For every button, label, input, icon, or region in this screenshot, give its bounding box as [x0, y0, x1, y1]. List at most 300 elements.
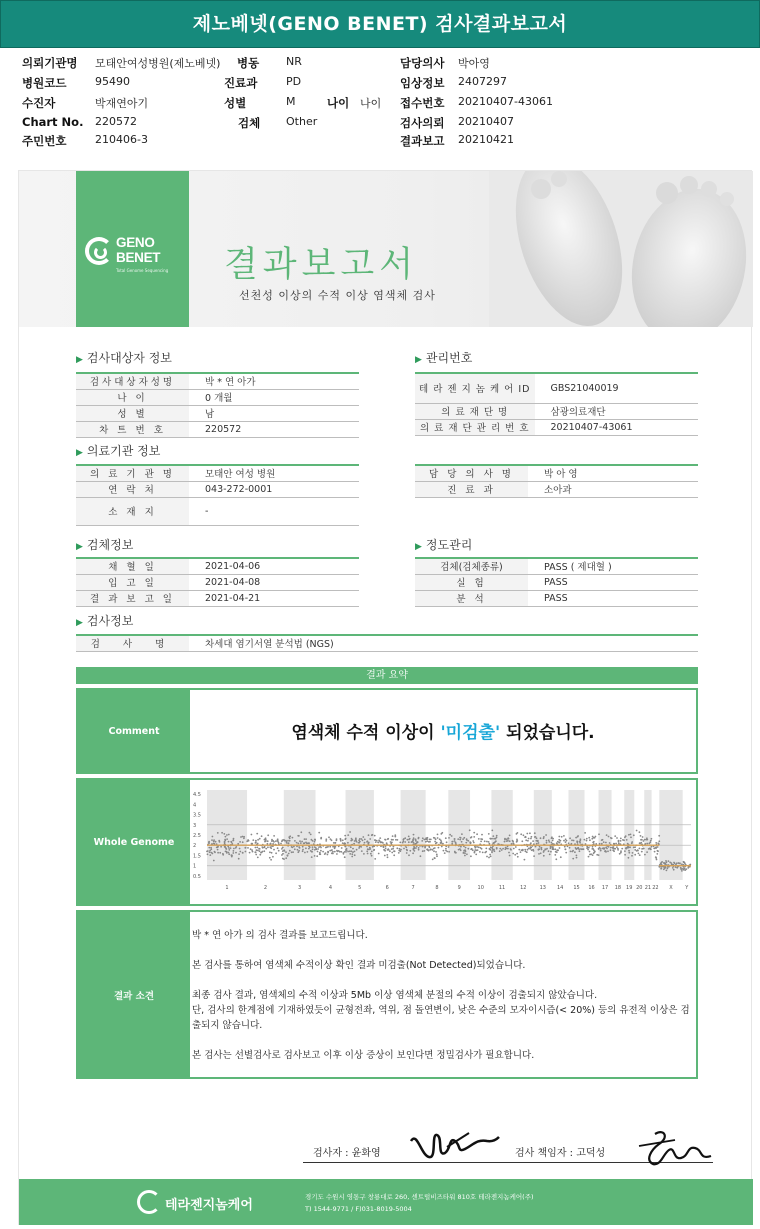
age-value: 나이	[360, 97, 382, 110]
data-point	[509, 835, 511, 837]
data-point	[458, 849, 460, 851]
data-point	[259, 854, 261, 856]
data-point	[304, 852, 306, 854]
data-point	[454, 838, 456, 840]
data-point	[656, 859, 658, 861]
data-point	[214, 852, 216, 854]
qc-key: 실 험	[415, 574, 528, 590]
chromosome-band	[644, 790, 651, 880]
data-point	[402, 840, 404, 842]
x-tick-label: 3	[298, 885, 302, 891]
data-point	[528, 838, 530, 840]
data-point	[424, 850, 426, 852]
data-point	[474, 849, 476, 851]
data-point	[309, 832, 311, 834]
data-point	[432, 849, 434, 851]
data-point	[604, 851, 606, 853]
data-point	[374, 858, 376, 860]
data-point	[469, 829, 471, 831]
data-point	[639, 848, 641, 850]
footer-phone: T) 1544-9771 / F)031-8019-5004	[305, 1205, 412, 1213]
data-point	[331, 839, 333, 841]
data-point	[460, 849, 462, 851]
data-point	[271, 839, 273, 841]
data-point	[543, 855, 545, 857]
data-point	[524, 849, 526, 851]
data-point	[422, 837, 424, 839]
opinion-paragraph: 본 검사를 통하여 염색체 수적이상 확인 결과 미검출(Not Detected)되었습니다.	[192, 960, 526, 971]
data-point	[650, 840, 652, 842]
data-point	[228, 849, 230, 851]
data-point	[429, 849, 431, 851]
data-point	[224, 839, 226, 841]
data-point	[461, 841, 463, 843]
data-point	[628, 834, 630, 836]
data-point	[593, 841, 595, 843]
data-point	[349, 831, 351, 833]
qc-table	[415, 557, 698, 607]
data-point	[239, 841, 241, 843]
data-point	[532, 840, 534, 842]
data-point	[651, 838, 653, 840]
report-title-bar	[0, 0, 760, 48]
data-point	[657, 842, 659, 844]
data-point	[298, 846, 300, 848]
data-point	[356, 849, 358, 851]
data-point	[494, 850, 496, 852]
data-point	[265, 848, 267, 850]
data-point	[304, 842, 306, 844]
data-point	[312, 840, 314, 842]
data-point	[617, 848, 619, 850]
data-point	[307, 851, 309, 853]
table-row	[415, 590, 698, 606]
data-point	[492, 835, 494, 837]
data-point	[488, 833, 490, 835]
table-row	[76, 373, 359, 389]
data-point	[340, 840, 342, 842]
data-point	[461, 833, 463, 835]
data-point	[392, 848, 394, 850]
data-point	[639, 842, 641, 844]
data-point	[351, 850, 353, 852]
data-point	[481, 834, 483, 836]
logo-text-line2: BENET	[116, 250, 161, 265]
data-point	[226, 838, 228, 840]
data-point	[616, 846, 618, 848]
data-point	[319, 853, 321, 855]
data-point	[658, 835, 660, 837]
data-point	[324, 853, 326, 855]
data-point	[445, 850, 447, 852]
data-point	[316, 855, 318, 857]
data-point	[436, 855, 438, 857]
data-point	[366, 850, 368, 852]
data-point	[225, 836, 227, 838]
data-point	[232, 840, 234, 842]
data-point	[331, 852, 333, 854]
data-point	[340, 851, 342, 853]
data-point	[233, 850, 235, 852]
data-point	[613, 850, 615, 852]
data-point	[335, 842, 337, 844]
data-point	[574, 851, 576, 853]
data-point	[314, 839, 316, 841]
x-tick-label: 12	[520, 885, 527, 891]
data-point	[510, 849, 512, 851]
opinion-text	[192, 928, 692, 1078]
data-point	[476, 833, 478, 835]
data-point	[332, 851, 334, 853]
data-point	[486, 841, 488, 843]
data-point	[412, 852, 414, 854]
data-point	[358, 847, 360, 849]
data-point	[392, 835, 394, 837]
x-tick-label: 6	[385, 885, 389, 891]
y-tick-label: 1.5	[193, 853, 201, 860]
data-point	[451, 835, 453, 837]
data-point	[586, 847, 588, 849]
data-point	[619, 853, 621, 855]
data-point	[514, 854, 516, 856]
data-point	[415, 843, 417, 845]
data-point	[485, 848, 487, 850]
data-point	[678, 862, 680, 864]
institution-value: 043-272-0001	[189, 481, 359, 497]
data-point	[589, 851, 591, 853]
data-point	[249, 852, 251, 854]
qc-section-label: 정도관리	[425, 538, 473, 552]
data-point	[584, 832, 586, 834]
x-tick-label: 20	[636, 885, 643, 891]
data-point	[308, 848, 310, 850]
hospital-value: 모태안여성병원(제노베넷)	[95, 57, 221, 70]
data-point	[489, 843, 491, 845]
data-point	[331, 849, 333, 851]
y-tick-label: 4.5	[193, 792, 201, 799]
data-point	[555, 858, 557, 860]
table-row	[415, 558, 698, 574]
data-point	[639, 854, 641, 856]
data-point	[289, 840, 291, 842]
report-date-label: 결과보고	[400, 134, 445, 148]
data-point	[385, 839, 387, 841]
data-point	[489, 854, 491, 856]
data-point	[646, 851, 648, 853]
data-point	[325, 838, 327, 840]
data-point	[443, 850, 445, 852]
data-point	[342, 839, 344, 841]
x-tick-label: 14	[556, 885, 564, 891]
data-point	[273, 849, 275, 851]
data-point	[320, 838, 322, 840]
report-sheet	[18, 170, 752, 1225]
data-point	[477, 849, 479, 851]
data-point	[593, 837, 595, 839]
data-point	[656, 853, 658, 855]
data-point	[466, 853, 468, 855]
x-tick-label: 7	[411, 885, 415, 891]
data-point	[336, 853, 338, 855]
table-row	[76, 574, 359, 590]
request-value: 20210407	[458, 115, 514, 128]
data-point	[663, 868, 665, 870]
data-point	[378, 853, 380, 855]
data-point	[575, 837, 577, 839]
test-table	[76, 634, 698, 652]
data-point	[418, 837, 420, 839]
data-point	[576, 848, 578, 850]
data-point	[644, 854, 646, 856]
data-point	[545, 849, 547, 851]
data-point	[369, 838, 371, 840]
specimen-value: 2021-04-21	[189, 590, 359, 606]
data-point	[609, 842, 611, 844]
data-point	[211, 852, 213, 854]
x-tick-label: 22	[652, 885, 659, 891]
data-point	[646, 843, 648, 845]
data-point	[515, 846, 517, 848]
x-tick-label: X	[669, 885, 673, 891]
data-point	[512, 841, 514, 843]
data-point	[454, 851, 456, 853]
data-point	[371, 851, 373, 853]
data-point	[445, 837, 447, 839]
data-point	[565, 838, 567, 840]
data-point	[490, 856, 492, 858]
data-point	[517, 856, 519, 858]
data-point	[389, 850, 391, 852]
data-point	[317, 851, 319, 853]
data-point	[237, 843, 239, 845]
data-point	[561, 836, 563, 838]
data-point	[535, 846, 537, 848]
data-point	[558, 836, 560, 838]
data-point	[605, 847, 607, 849]
data-point	[535, 840, 537, 842]
section-arrow-icon: ▶	[76, 355, 83, 365]
geno-benet-logo	[85, 235, 185, 275]
data-point	[558, 842, 560, 844]
data-point	[367, 840, 369, 842]
data-point	[584, 839, 586, 841]
data-point	[302, 846, 304, 848]
receipt-label: 접수번호	[400, 96, 445, 110]
data-point	[555, 851, 557, 853]
data-point	[362, 840, 364, 842]
chromosome-band	[346, 790, 374, 880]
data-point	[289, 850, 291, 852]
data-point	[420, 855, 422, 857]
data-point	[568, 842, 570, 844]
data-point	[620, 840, 622, 842]
data-point	[448, 846, 450, 848]
data-point	[429, 841, 431, 843]
data-point	[589, 854, 591, 856]
data-point	[207, 853, 209, 855]
data-point	[418, 847, 420, 849]
opinion-paragraph: 본 검사는 선별검사로 검사보고 이후 이상 증상이 보인다면 정밀검사가 필요합니다.	[192, 1050, 535, 1061]
data-point	[407, 839, 409, 841]
data-point	[580, 848, 582, 850]
data-point	[640, 835, 642, 837]
data-point	[294, 848, 296, 850]
data-point	[347, 834, 349, 836]
data-point	[485, 851, 487, 853]
data-point	[327, 852, 329, 854]
institution-section-label: 의료기관 정보	[86, 444, 161, 458]
data-point	[297, 843, 299, 845]
data-point	[643, 840, 645, 842]
data-point	[406, 852, 408, 854]
data-point	[327, 854, 329, 856]
data-point	[378, 839, 380, 841]
data-point	[270, 859, 272, 861]
data-point	[325, 840, 327, 842]
data-point	[667, 868, 669, 870]
data-point	[384, 850, 386, 852]
table-row	[76, 590, 359, 606]
banner-subtitle: 선천성 이상의 수적 이상 염색체 검사	[239, 289, 436, 302]
data-point	[540, 837, 542, 839]
y-tick-label: 0.5	[193, 873, 201, 880]
data-point	[285, 857, 287, 859]
data-point	[654, 851, 656, 853]
data-point	[473, 842, 475, 844]
data-point	[294, 840, 296, 842]
data-point	[213, 860, 215, 862]
data-point	[672, 867, 674, 869]
data-point	[243, 837, 245, 839]
id-value: 210406-3	[95, 133, 148, 146]
data-point	[681, 870, 683, 872]
institution-doctor-key: 진 료 과	[415, 481, 528, 497]
data-point	[520, 851, 522, 853]
data-point	[444, 852, 446, 854]
data-point	[278, 842, 280, 844]
data-point	[299, 840, 301, 842]
data-point	[598, 833, 600, 835]
section-arrow-icon: ▶	[76, 542, 83, 552]
data-point	[605, 842, 607, 844]
data-point	[349, 850, 351, 852]
data-point	[292, 837, 294, 839]
table-row	[76, 389, 359, 405]
data-point	[312, 848, 314, 850]
director-signature-image	[635, 1126, 715, 1168]
institution-table	[76, 464, 359, 526]
data-point	[634, 854, 636, 856]
data-point	[546, 840, 548, 842]
data-point	[548, 850, 550, 852]
receipt-value: 20210407-43061	[458, 95, 553, 108]
footer-address: 경기도 수원시 영통구 창룡대로 260, 센트럴비즈타워 810호 테라젠지놈케어(주)	[305, 1193, 534, 1201]
specimen-key: 채 혈 일	[76, 558, 189, 574]
data-point	[551, 842, 553, 844]
data-point	[262, 851, 264, 853]
data-point	[545, 834, 547, 836]
x-tick-label: 18	[614, 885, 622, 891]
data-point	[345, 838, 347, 840]
data-point	[207, 850, 209, 852]
data-point	[275, 852, 277, 854]
data-point	[577, 847, 579, 849]
data-point	[215, 841, 217, 843]
data-point	[610, 849, 612, 851]
data-point	[385, 847, 387, 849]
data-point	[320, 850, 322, 852]
data-point	[261, 835, 263, 837]
data-point	[354, 854, 356, 856]
data-point	[529, 848, 531, 850]
patient-label: 수진자	[22, 96, 56, 110]
data-point	[347, 842, 349, 844]
data-point	[658, 840, 660, 842]
institution-section-title	[76, 442, 160, 459]
data-point	[451, 843, 453, 845]
institution-doctor-table	[415, 464, 698, 498]
data-point	[559, 847, 561, 849]
data-point	[563, 840, 565, 842]
data-point	[621, 848, 623, 850]
table-row	[76, 465, 359, 481]
data-point	[493, 842, 495, 844]
ward-value: NR	[286, 55, 302, 68]
data-point	[359, 838, 361, 840]
qc-value: PASS	[528, 590, 698, 606]
report-footer	[19, 1179, 753, 1225]
data-point	[223, 833, 225, 835]
data-point	[533, 855, 535, 857]
data-point	[368, 834, 370, 836]
comment-text	[190, 718, 696, 743]
data-point	[445, 848, 447, 850]
data-point	[491, 830, 493, 832]
data-point	[626, 839, 628, 841]
data-point	[512, 853, 514, 855]
data-point	[376, 840, 378, 842]
data-point	[267, 834, 269, 836]
data-point	[344, 835, 346, 837]
data-point	[493, 849, 495, 851]
section-arrow-icon: ▶	[76, 448, 83, 458]
data-point	[267, 846, 269, 848]
clinical-value: 2407297	[458, 75, 507, 88]
data-point	[551, 836, 553, 838]
data-point	[300, 842, 302, 844]
data-point	[273, 835, 275, 837]
table-row	[415, 419, 698, 435]
data-point	[673, 869, 675, 871]
test-key: 검 사 명	[76, 635, 189, 651]
data-point	[478, 846, 480, 848]
data-point	[349, 853, 351, 855]
data-point	[538, 853, 540, 855]
data-point	[233, 838, 235, 840]
subject-key: 나 이	[76, 389, 189, 405]
data-point	[527, 840, 529, 842]
data-point	[480, 841, 482, 843]
data-point	[634, 846, 636, 848]
data-point	[525, 839, 527, 841]
data-point	[341, 847, 343, 849]
data-point	[569, 847, 571, 849]
data-point	[351, 856, 353, 858]
data-point	[639, 831, 641, 833]
data-point	[308, 842, 310, 844]
data-point	[275, 840, 277, 842]
y-tick-label: 3.5	[193, 812, 201, 819]
